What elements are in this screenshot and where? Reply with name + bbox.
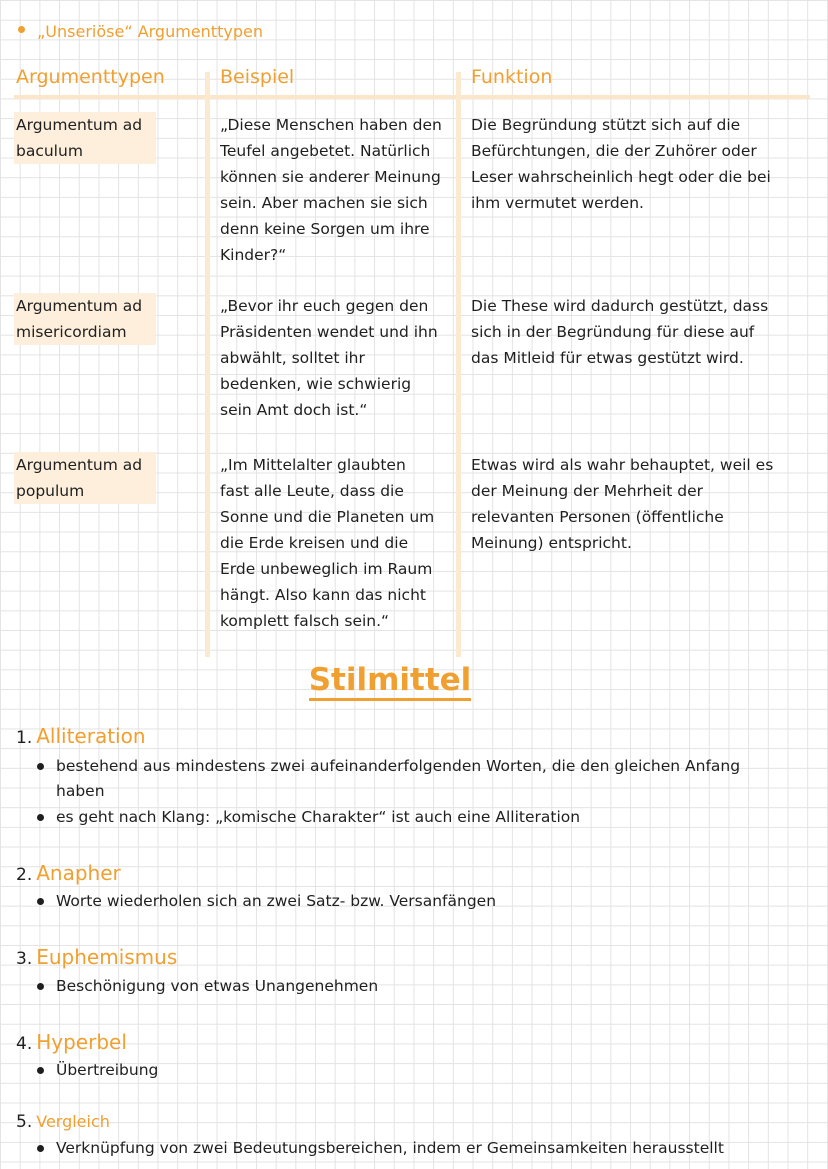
table-row-type: Argumentum ad baculum [16, 112, 156, 164]
bullet-icon [37, 814, 44, 821]
device-heading: 5. Vergleich [16, 1112, 110, 1132]
device-heading: 4. Hyperbel [16, 1030, 127, 1054]
list-item: Übertreibung [56, 1058, 158, 1083]
bullet-icon [37, 1067, 44, 1074]
table-row-example: „Diese Menschen haben den Teufel angebetet. Natürlich können sie anderer Meinung sein. Aber machen sie sich denn keine Sorgen um ihre Kinder?“ [220, 116, 442, 264]
device-heading: 1. Alliteration [16, 724, 146, 748]
device-heading: 3. Euphemismus [16, 945, 178, 969]
list-item-continuation: haben [56, 782, 105, 800]
column-divider [456, 72, 461, 657]
bullet-icon [37, 898, 44, 905]
bullet-icon [37, 763, 44, 770]
section-title: „Unseriöse“ Argumenttypen [18, 22, 263, 41]
table-row-type: Argumentum ad populum [16, 452, 156, 504]
list-item: bestehend aus mindestens zwei aufeinanderfolgenden Worten, die den gleichen Anfang [56, 754, 740, 779]
header-argumenttypen: Argumenttypen [16, 66, 165, 88]
bullet-icon [37, 983, 44, 990]
table-row-type: Argumentum ad misericordiam [16, 293, 156, 345]
table-row-function: Die Begründung stützt sich auf die Befürchtungen, die der Zuhörer oder Leser wahrscheinlich hegt oder die bei ihm vermutet werden. [471, 116, 771, 212]
list-item: Verknüpfung von zwei Bedeutungsbereichen, indem er Gemeinsamkeiten herausstellt [56, 1136, 724, 1161]
header-funktion: Funktion [471, 66, 553, 88]
list-item: Worte wiederholen sich an zwei Satz- bzw. Versanfängen [56, 889, 496, 914]
table-row-example: „Bevor ihr euch gegen den Präsidenten wendet und ihn abwählt, solltet ihr bedenken, wie schwierig sein Amt doch ist.“ [220, 297, 438, 419]
bullet-icon [37, 1145, 44, 1152]
column-divider [205, 72, 210, 657]
list-item: es geht nach Klang: „komische Charakter“ ist auch eine Alliteration [56, 805, 580, 830]
bullet-icon [18, 26, 25, 33]
table-row-function: Die These wird dadurch gestützt, dass sich in der Begründung für diese auf das Mitleid für etwas gestützt wird. [471, 297, 769, 367]
header-beispiel: Beispiel [220, 66, 295, 88]
table-row-example: „Im Mittelalter glaubten fast alle Leute, dass die Sonne und die Planeten um die Erde kreisen und die Erde unbeweglich im Raum hängt. Also kann das nicht komplett falsch sein.“ [220, 456, 435, 630]
header-divider [14, 95, 810, 99]
page-heading: Stilmittel [0, 662, 780, 698]
device-heading: 2. Anapher [16, 861, 121, 885]
table-row-function: Etwas wird als wahr behauptet, weil es der Meinung der Mehrheit der relevanten Personen (öffentliche Meinung) entspricht. [471, 456, 774, 552]
list-item: Beschönigung von etwas Unangenehmen [56, 974, 378, 999]
